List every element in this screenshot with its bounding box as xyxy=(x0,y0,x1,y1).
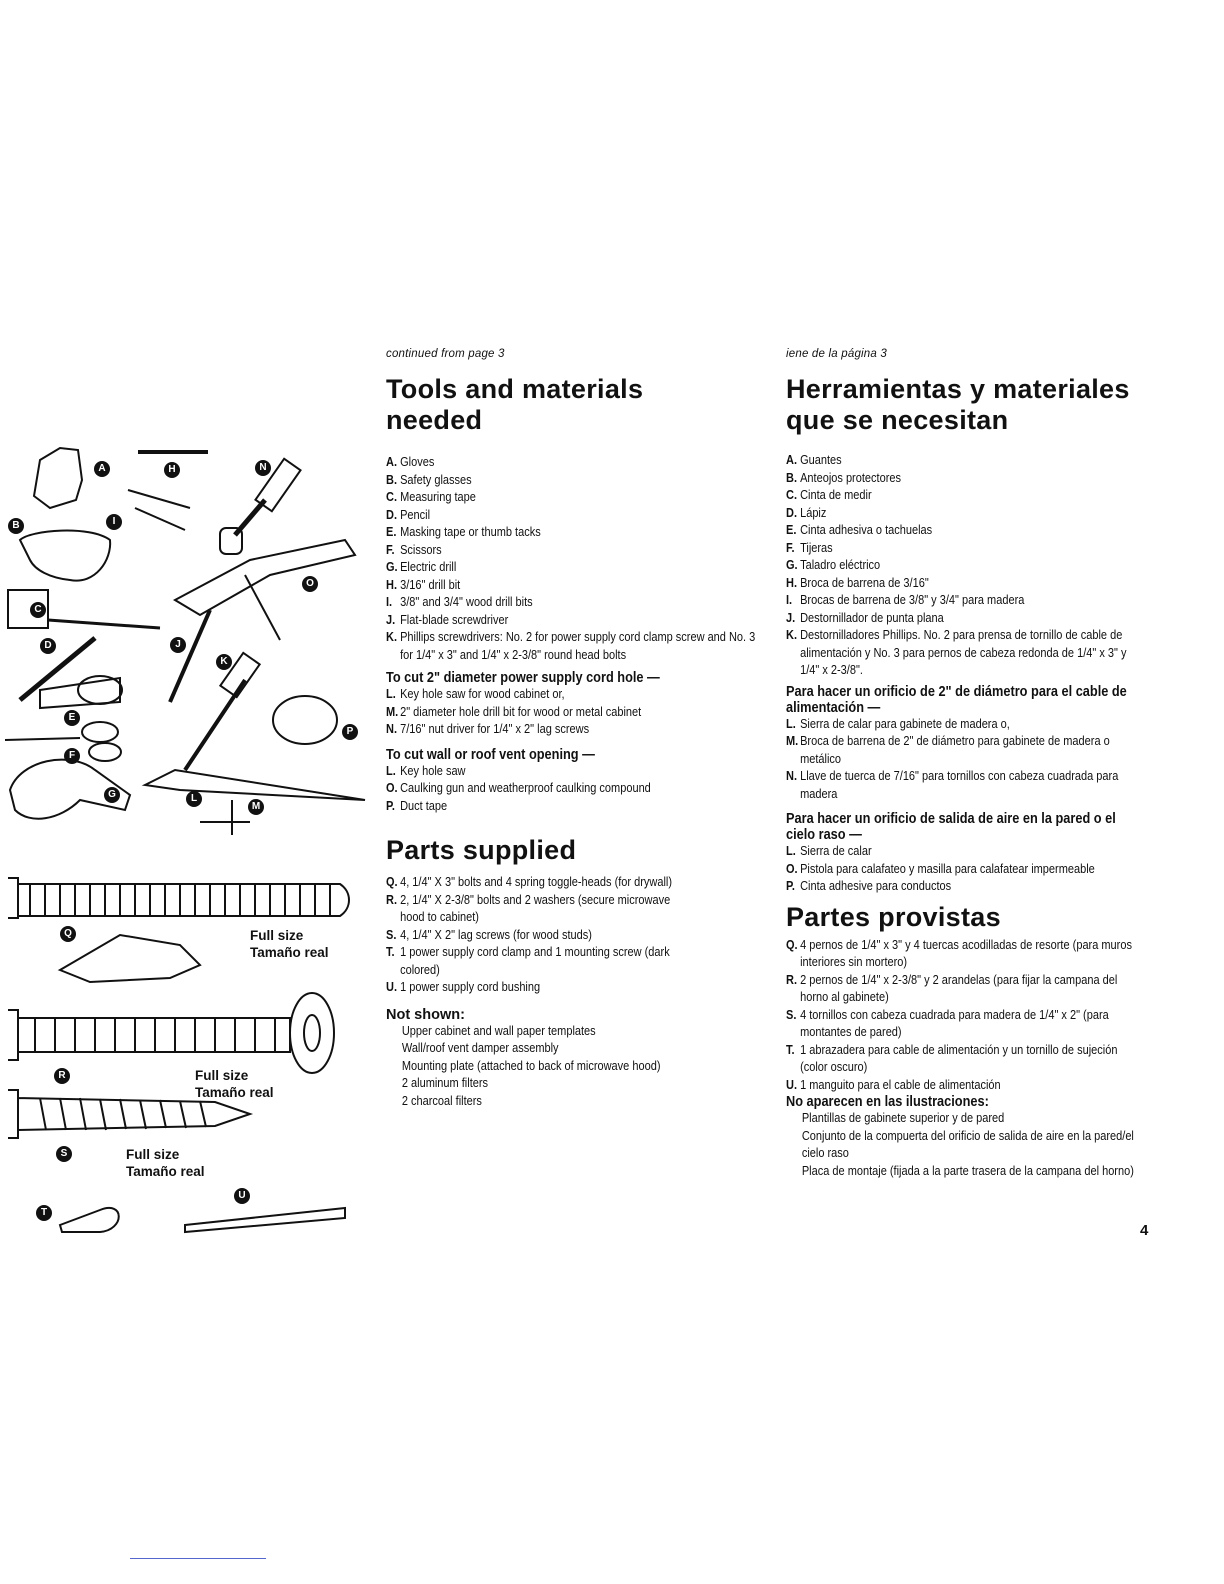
list-item: E. Cinta adhesiva o tachuelas xyxy=(786,523,933,537)
parts-list xyxy=(386,874,676,997)
callout-s: S xyxy=(56,1146,72,1162)
list-item: U. 1 power supply cord bushing xyxy=(386,980,541,994)
list-item: L. Key hole saw xyxy=(386,763,466,778)
tools-list-es xyxy=(786,452,1147,680)
list-item: N. Llave de tuerca de 7/16" para tornillos con cabeza cuadrada para madera xyxy=(786,769,1119,801)
page-number: 4 xyxy=(1140,1222,1149,1239)
callout-i: I xyxy=(106,514,122,530)
list-item: K. Phillips screwdrivers: No. 2 for power supply cord clamp screw and No. 3 for 1/4" x 3" and 1/4" x 2-3/8" round head bolts xyxy=(386,630,756,662)
list-item: Upper cabinet and wall paper templates xyxy=(401,1023,596,1038)
callout-g: G xyxy=(104,787,120,803)
list-item: P. Cinta adhesive para conductos xyxy=(786,879,952,893)
parts-title: Parts supplied xyxy=(386,835,577,865)
list-item: R. 2 pernos de 1/4" x 2-3/8" y 2 arandelas (para fijar la campana del horno al gabinete) xyxy=(786,972,1118,1004)
list-item: A. Gloves xyxy=(386,455,435,469)
tamano-real-label-q: Tamaño real xyxy=(250,945,329,960)
list-item: F. Scissors xyxy=(386,542,442,557)
callout-n: N xyxy=(255,460,271,476)
vent-heading-es: Para hacer un orificio de salida de aire en la pared o el cielo raso — xyxy=(786,811,1116,843)
parts-drawing xyxy=(0,870,370,1240)
parts-list-es xyxy=(786,937,1147,1095)
not-shown-list-es xyxy=(786,1110,1147,1180)
callout-b: B xyxy=(8,518,24,534)
tools-list xyxy=(386,454,764,664)
list-item: Conjunto de la compuerta del orificio de salida de aire en la pared/el cielo raso xyxy=(801,1128,1134,1160)
list-item: T. 1 abrazadera para cable de alimentación y un tornillo de sujeción (color oscuro) xyxy=(786,1042,1118,1074)
cord-hole-heading-es: Para hacer un orificio de 2" de diámetro para el cable de alimentación — xyxy=(786,683,1127,716)
tamano-real-label-s: Tamaño real xyxy=(126,1164,205,1179)
callout-a: A xyxy=(94,461,110,477)
list-item: T. 1 power supply cord clamp and 1 mounting screw (dark colored) xyxy=(386,945,670,977)
page-title: Tools and materials needed xyxy=(386,374,644,435)
list-item: I. 3/8" and 3/4" wood drill bits xyxy=(386,595,533,609)
callout-r: R xyxy=(54,1068,70,1084)
list-item: 2 charcoal filters xyxy=(401,1093,482,1108)
callout-h: H xyxy=(164,462,180,478)
list-item: Wall/roof vent damper assembly xyxy=(401,1041,559,1055)
tools-illustration xyxy=(0,440,370,840)
list-item: M. Broca de barrena de 2" de diámetro para gabinete de madera o metálico xyxy=(786,734,1110,766)
list-item: N. 7/16" nut driver for 1/4" x 2" lag screws xyxy=(386,722,590,736)
list-item: P. Duct tape xyxy=(386,798,448,813)
list-item: H. 3/16" drill bit xyxy=(386,577,461,592)
callout-k: K xyxy=(216,654,232,670)
list-item: S. 4 tornillos con cabeza cuadrada para madera de 1/4" x 2" (para montantes de pared) xyxy=(786,1007,1109,1039)
page-title-es: Herramientas y materiales que se necesitan xyxy=(786,374,1130,435)
list-item: O. Caulking gun and weatherproof caulking compound xyxy=(386,781,651,795)
list-item: 2 aluminum filters xyxy=(401,1076,489,1090)
list-item: U. 1 manguito para el cable de alimentación xyxy=(786,1077,1001,1092)
continued-note: continued from page 3 xyxy=(386,348,505,360)
callout-p: P xyxy=(342,724,358,740)
callout-u: U xyxy=(234,1188,250,1204)
list-item: L. Sierra de calar para gabinete de madera o, xyxy=(786,716,1010,731)
list-item: B. Anteojos protectores xyxy=(786,470,901,485)
tamano-real-label-r: Tamaño real xyxy=(195,1085,274,1100)
callout-f: F xyxy=(64,748,80,764)
list-item: A. Guantes xyxy=(786,453,842,467)
list-item: K. Destornilladores Phillips. No. 2 para prensa de tornillo de cable de alimentación y No. 3 para pernos de cabeza redonda de 1/4" x 3" y 1/4" x 2-3/8". xyxy=(786,628,1127,677)
cord-hole-list xyxy=(386,686,764,739)
continued-note-es: iene de la página 3 xyxy=(786,348,887,360)
list-item: B. Safety glasses xyxy=(386,472,472,487)
callout-j: J xyxy=(170,637,186,653)
list-item: R. 2, 1/4" X 2-3/8" bolts and 2 washers (secure microwave hood to cabinet) xyxy=(386,892,671,924)
parts-illustration xyxy=(0,870,370,1240)
list-item: Plantillas de gabinete superior y de pared xyxy=(801,1111,1005,1125)
callout-e: E xyxy=(64,710,80,726)
parts-title-es: Partes provistas xyxy=(786,901,1001,932)
list-item: D. Pencil xyxy=(386,507,431,522)
list-item: Q. 4 pernos de 1/4" x 3" y 4 tuercas acodilladas de resorte (para muros interiores sin mortero) xyxy=(786,937,1132,969)
list-item: O. Pistola para calafateo y masilla para calafatear impermeable xyxy=(786,861,1095,876)
callout-m: M xyxy=(248,799,264,815)
gloves-icon xyxy=(34,448,82,508)
list-item: Mounting plate (attached to back of microwave hood) xyxy=(401,1058,661,1073)
list-item: F. Tijeras xyxy=(786,540,833,555)
tools-drawing xyxy=(0,440,370,840)
vent-list-es xyxy=(786,843,1147,896)
list-item: G. Taladro eléctrico xyxy=(786,558,881,572)
list-item: J. Flat-blade screwdriver xyxy=(386,612,509,627)
full-size-label-s: Full size xyxy=(126,1147,180,1162)
list-item: S. 4, 1/4" X 2" lag screws (for wood studs) xyxy=(386,927,592,942)
full-size-label-r: Full size xyxy=(195,1068,249,1083)
vent-heading: To cut wall or roof vent opening — xyxy=(386,746,595,763)
not-shown-heading-es: No aparecen en las ilustraciones: xyxy=(786,1094,989,1110)
callout-l: L xyxy=(186,791,202,807)
spanish-column xyxy=(786,348,1151,1180)
cord-hole-list-es xyxy=(786,716,1147,804)
list-item: M. 2" diameter hole drill bit for wood or metal cabinet xyxy=(386,704,642,719)
list-item: Q. 4, 1/4" X 3" bolts and 4 spring toggle-heads (for drywall) xyxy=(386,875,673,889)
callout-d: D xyxy=(40,638,56,654)
not-shown-heading: Not shown: xyxy=(386,1006,465,1023)
vent-list xyxy=(386,763,764,816)
list-item: Placa de montaje (fijada a la parte trasera de la campana del horno) xyxy=(801,1163,1134,1178)
english-column xyxy=(386,348,766,1110)
list-item: E. Masking tape or thumb tacks xyxy=(386,525,541,539)
cord-hole-heading: To cut 2" diameter power supply cord hole — xyxy=(386,670,660,686)
list-item: L. Key hole saw for wood cabinet or, xyxy=(386,687,565,701)
callout-q: Q xyxy=(60,926,76,942)
list-item: L. Sierra de calar xyxy=(786,844,872,858)
list-item: C. Measuring tape xyxy=(386,490,476,504)
list-item: J. Destornillador de punta plana xyxy=(786,610,944,625)
callout-t: T xyxy=(36,1205,52,1221)
list-item: I. Brocas de barrena de 3/8" y 3/4" para madera xyxy=(786,593,1025,607)
list-item: C. Cinta de medir xyxy=(786,488,872,502)
callout-c: C xyxy=(30,602,46,618)
not-shown-list xyxy=(386,1023,764,1111)
full-size-label-q: Full size xyxy=(250,928,304,943)
list-item: D. Lápiz xyxy=(786,505,827,520)
list-item: H. Broca de barrena de 3/16" xyxy=(786,575,929,590)
list-item: G. Electric drill xyxy=(386,560,457,574)
footer-rule xyxy=(130,1558,266,1559)
callout-o: O xyxy=(302,576,318,592)
